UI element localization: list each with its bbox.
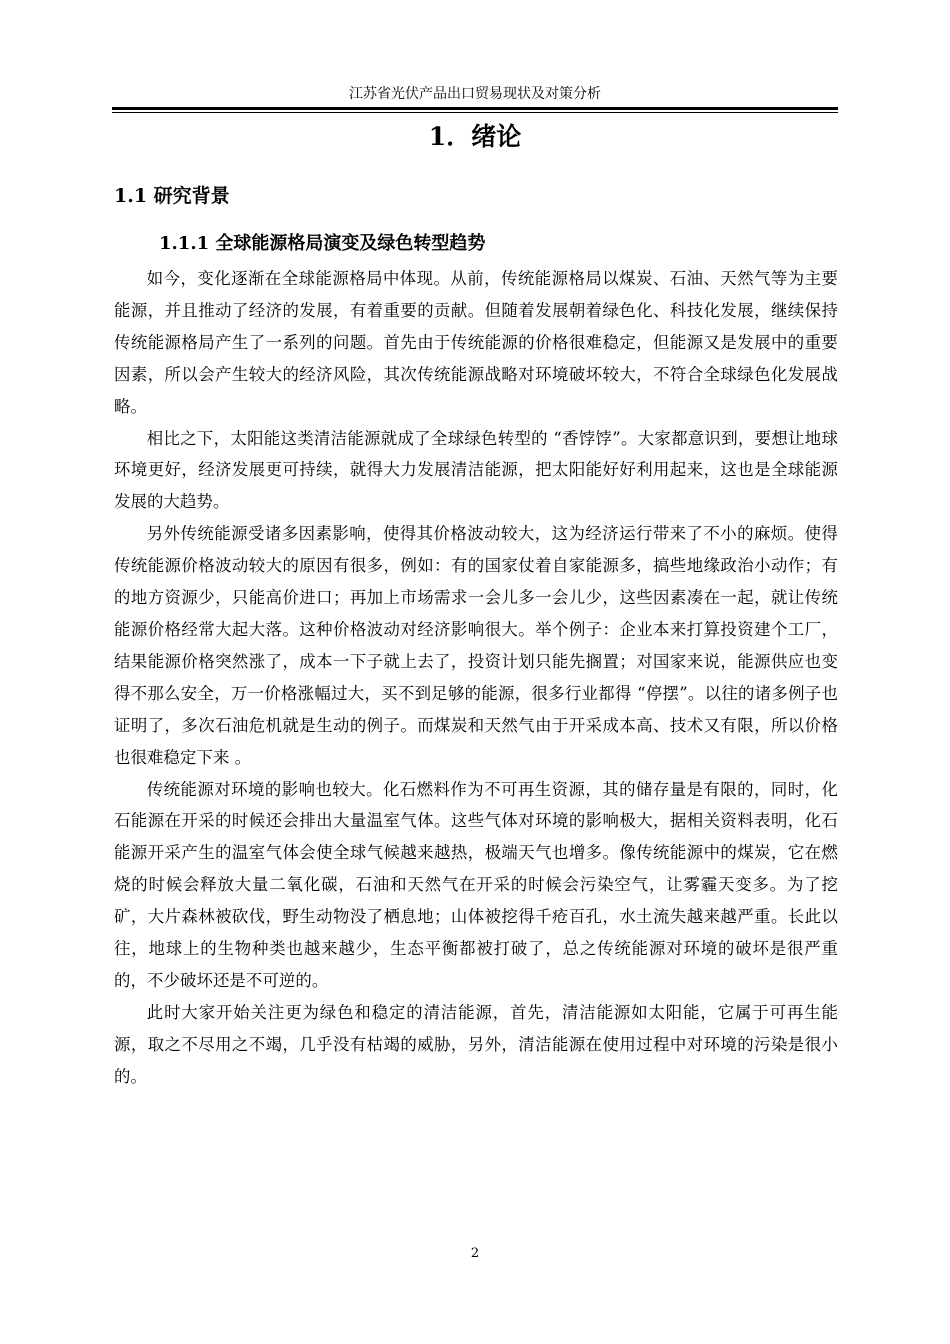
section-title: 1.1 研究背景: [114, 185, 230, 207]
header-rule-thick: [112, 107, 838, 110]
paragraph: 此时大家开始关注更为绿色和稳定的清洁能源，首先，清洁能源如太阳能，它属于可再生能源，取之不尽用之不竭，几乎没有枯竭的威胁，另外，清洁能源在使用过程中对环境的污染是很小的。: [114, 1002, 838, 1086]
page-number: 2: [470, 1246, 480, 1261]
header-rule-thin: [112, 112, 838, 113]
running-header: 江苏省光伏产品出口贸易现状及对策分析: [349, 86, 601, 102]
paragraph: 传统能源对环境的影响也较大。化石燃料作为不可再生资源，其的储存量是有限的，同时，化石能源在开采的时候还会排出大量温室气体。这些气体对环境的影响极大，据相关资料表明，化石能源开采产生的温室气体会使全球气候越来越热，极端天气也增多。像传统能源中的煤炭，它在燃烧的时候会释放大量二氧化碳，石油和天然气在开采的时候会污染空气，让雾霾天变多。为了挖矿，大片森林被砍伐，野生动物没了栖息地；山体被挖得千疮百孔，水土流失越来越严重。长此以往，地球上的生物种类也越来越少，生态平衡都被打破了，总之传统能源对环境的破坏是很严重的，不少破坏还是不可逆的。: [114, 779, 838, 990]
paragraph: 相比之下，太阳能这类清洁能源就成了全球绿色转型的 “香饽饽”。大家都意识到，要想让地球环境更好，经济发展更可持续，就得大力发展清洁能源，把太阳能好好利用起来，这也是全球能源发展的大趋势。: [114, 428, 838, 512]
body-text: [114, 263, 838, 1093]
subsection-title: 1.1.1 全球能源格局演变及绿色转型趋势: [159, 233, 486, 254]
paragraph: 如今，变化逐渐在全球能源格局中体现。从前，传统能源格局以煤炭、石油、天然气等为主要能源，并且推动了经济的发展，有着重要的贡献。但随着发展朝着绿色化、科技化发展，继续保持传统能源格局产生了一系列的问题。首先由于传统能源的价格很难稳定，但能源又是发展中的重要因素，所以会产生较大的经济风险，其次传统能源战略对环境破坏较大，不符合全球绿色化发展战略。: [114, 269, 838, 416]
chapter-title: 1．绪论: [428, 122, 522, 151]
paragraph: 另外传统能源受诸多因素影响，使得其价格波动较大，这为经济运行带来了不小的麻烦。使得传统能源价格波动较大的原因有很多，例如：有的国家仗着自家能源多，搞些地缘政治小动作；有的地方资源少，只能高价进口；再加上市场需求一会儿多一会儿少，这些因素凑在一起，就让传统能源价格经常大起大落。这种价格波动对经济影响很大。举个例子：企业本来打算投资建个工厂，结果能源价格突然涨了，成本一下子就上去了，投资计划只能先搁置；对国家来说，能源供应也变得不那么安全，万一价格涨幅过大，买不到足够的能源，很多行业都得 “停摆”。以往的诸多例子也证明了，多次石油危机就是生动的例子。而煤炭和天然气由于开采成本高、技术又有限，所以价格也很难稳定下来 。: [114, 524, 838, 767]
